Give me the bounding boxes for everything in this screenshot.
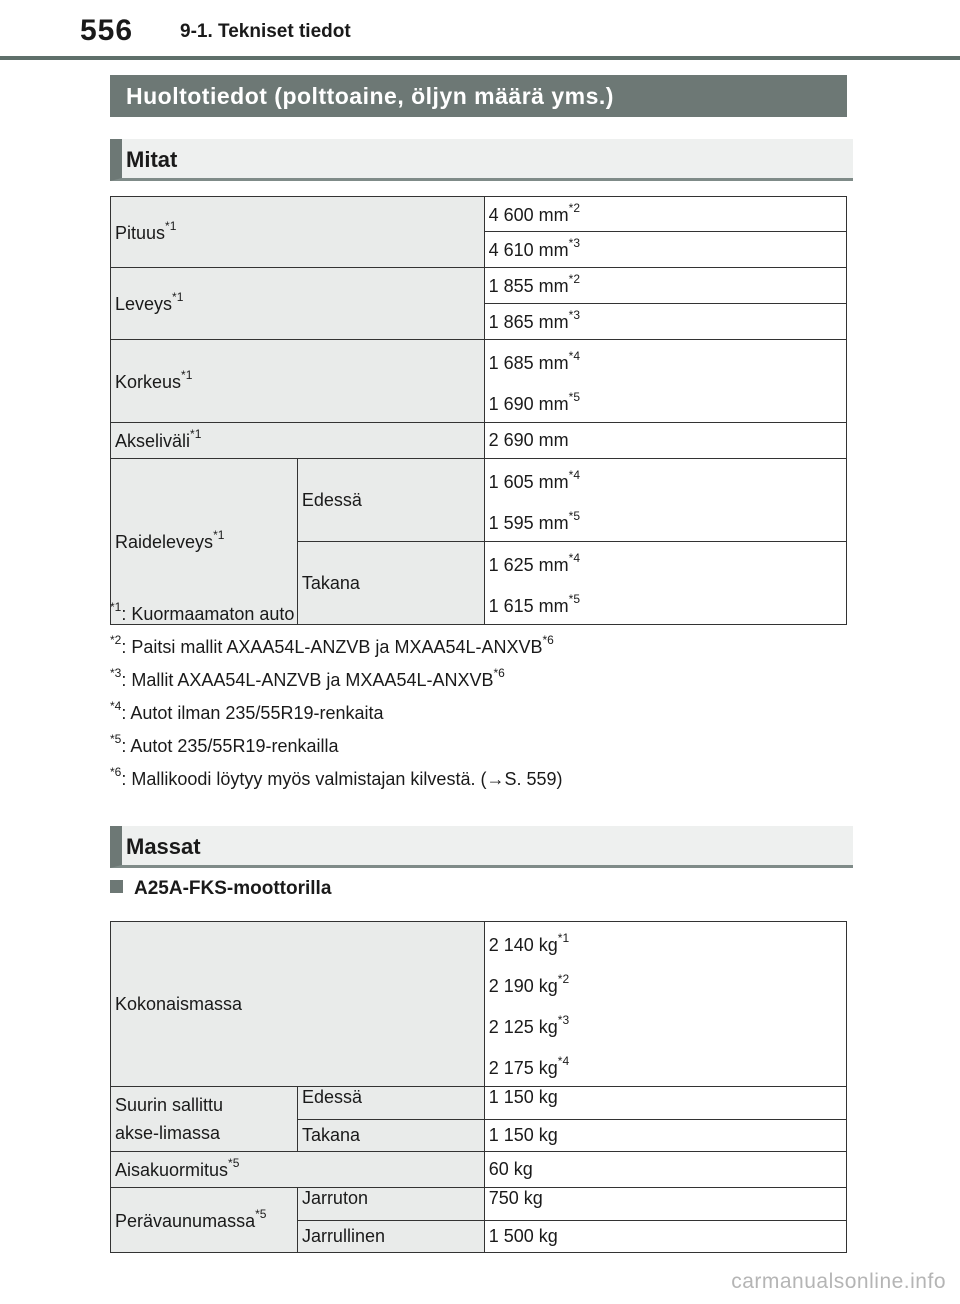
- table-row: [111, 268, 847, 304]
- table-row: [111, 197, 847, 232]
- axle-rear-value: 1 150 kg: [484, 1120, 846, 1152]
- width-value: 1 865 $mm^{*3}$: [484, 304, 846, 340]
- track-front-label: Edessä: [297, 459, 484, 542]
- wheelbase-label: Akseliväli$^{*1}$: [111, 423, 485, 459]
- footnote: $^{*4}$: Autot ilman 235/55R19-renkaita: [110, 699, 384, 723]
- watermark: carmanualsonline.info: [731, 1270, 946, 1293]
- weights-table: [110, 921, 847, 1253]
- wheelbase-value: 2 690 mm: [484, 423, 846, 459]
- gross-mass-value: 2 140 $kg^{*1}$ 2 190 $kg^{*2}$ 2 125 $kg^{*3}$ 2 175 $kg^{*4}$: [484, 922, 846, 1087]
- height-label: Korkeus$^{*1}$: [111, 340, 485, 423]
- table-row: [111, 340, 847, 423]
- dimensions-table: [110, 196, 847, 625]
- page-header: [0, 0, 960, 62]
- track-front-value: 1 605 $mm^{*4}$ 1 595 $mm^{*5}$: [484, 459, 846, 542]
- length-label: Pituus$^{*1}$: [111, 197, 485, 268]
- table-row: [111, 922, 847, 1087]
- table-row: [111, 1188, 847, 1221]
- footnote: $^{*5}$: Autot 235/55R19-renkailla: [110, 732, 339, 756]
- footnote: $^{*1}$: Kuormaamaton auto: [110, 600, 295, 624]
- footnote: $^{*3}$: Mallit AXAA54L-ANZVB ja MXAA54L-ANXVB$^{*6}$: [110, 666, 505, 690]
- dimensions-heading: Mitat: [110, 139, 853, 181]
- axle-front-label: Edessä: [297, 1087, 484, 1120]
- footnote: $^{*6}$: Mallikoodi löytyy myös valmistajan kilvestä. (→S. 559): [110, 765, 563, 789]
- gross-mass-label: Kokonaismassa: [111, 922, 485, 1087]
- track-rear-value: 1 625 $mm^{*4}$ 1 615 $mm^{*5}$: [484, 542, 846, 625]
- hitch-load-label: Aisakuormitus$^{*5}$: [111, 1152, 485, 1188]
- trailer-braked-label: Jarrullinen: [297, 1221, 484, 1253]
- table-row: [111, 423, 847, 459]
- track-label: Raideleveys$^{*1}$: [111, 459, 298, 625]
- weights-heading: Massat: [110, 826, 853, 868]
- page-number: 556: [80, 14, 134, 47]
- trailer-unbraked-value: 750 kg: [484, 1188, 846, 1221]
- axle-front-value: 1 150 kg: [484, 1087, 846, 1120]
- trailer-braked-value: 1 500 kg: [484, 1221, 846, 1253]
- main-heading: Huoltotiedot (polttoaine, öljyn määrä yms.): [110, 75, 847, 117]
- width-label: Leveys$^{*1}$: [111, 268, 485, 340]
- axle-rear-label: Takana: [297, 1120, 484, 1152]
- engine-heading: A25A-FKS-moottorilla: [110, 878, 331, 900]
- header-rule: [0, 56, 960, 60]
- hitch-load-value: 60 kg: [484, 1152, 846, 1188]
- length-value: 4 610 $mm^{*3}$: [484, 232, 846, 268]
- table-row: [111, 459, 847, 542]
- footnotes: [110, 597, 562, 795]
- trailer-mass-label: Perävaunumassa$^{*5}$: [111, 1188, 298, 1253]
- height-value: 1 685 $mm^{*4}$ 1 690 $mm^{*5}$: [484, 340, 846, 423]
- table-row: [111, 1087, 847, 1120]
- footnote: $^{*2}$: Paitsi mallit AXAA54L-ANZVB ja MXAA54L-ANXVB$^{*6}$: [110, 633, 554, 657]
- width-value: 1 855 $mm^{*2}$: [484, 268, 846, 304]
- length-value: 4 600 $mm^{*2}$: [484, 197, 846, 232]
- table-row: [111, 1152, 847, 1188]
- section-title: 9-1. Tekniset tiedot: [180, 21, 351, 42]
- axle-mass-label: Suurin sallittu akse-limassa: [111, 1087, 298, 1152]
- square-bullet-icon: [110, 880, 123, 893]
- trailer-unbraked-label: Jarruton: [297, 1188, 484, 1221]
- track-rear-label: Takana: [297, 542, 484, 625]
